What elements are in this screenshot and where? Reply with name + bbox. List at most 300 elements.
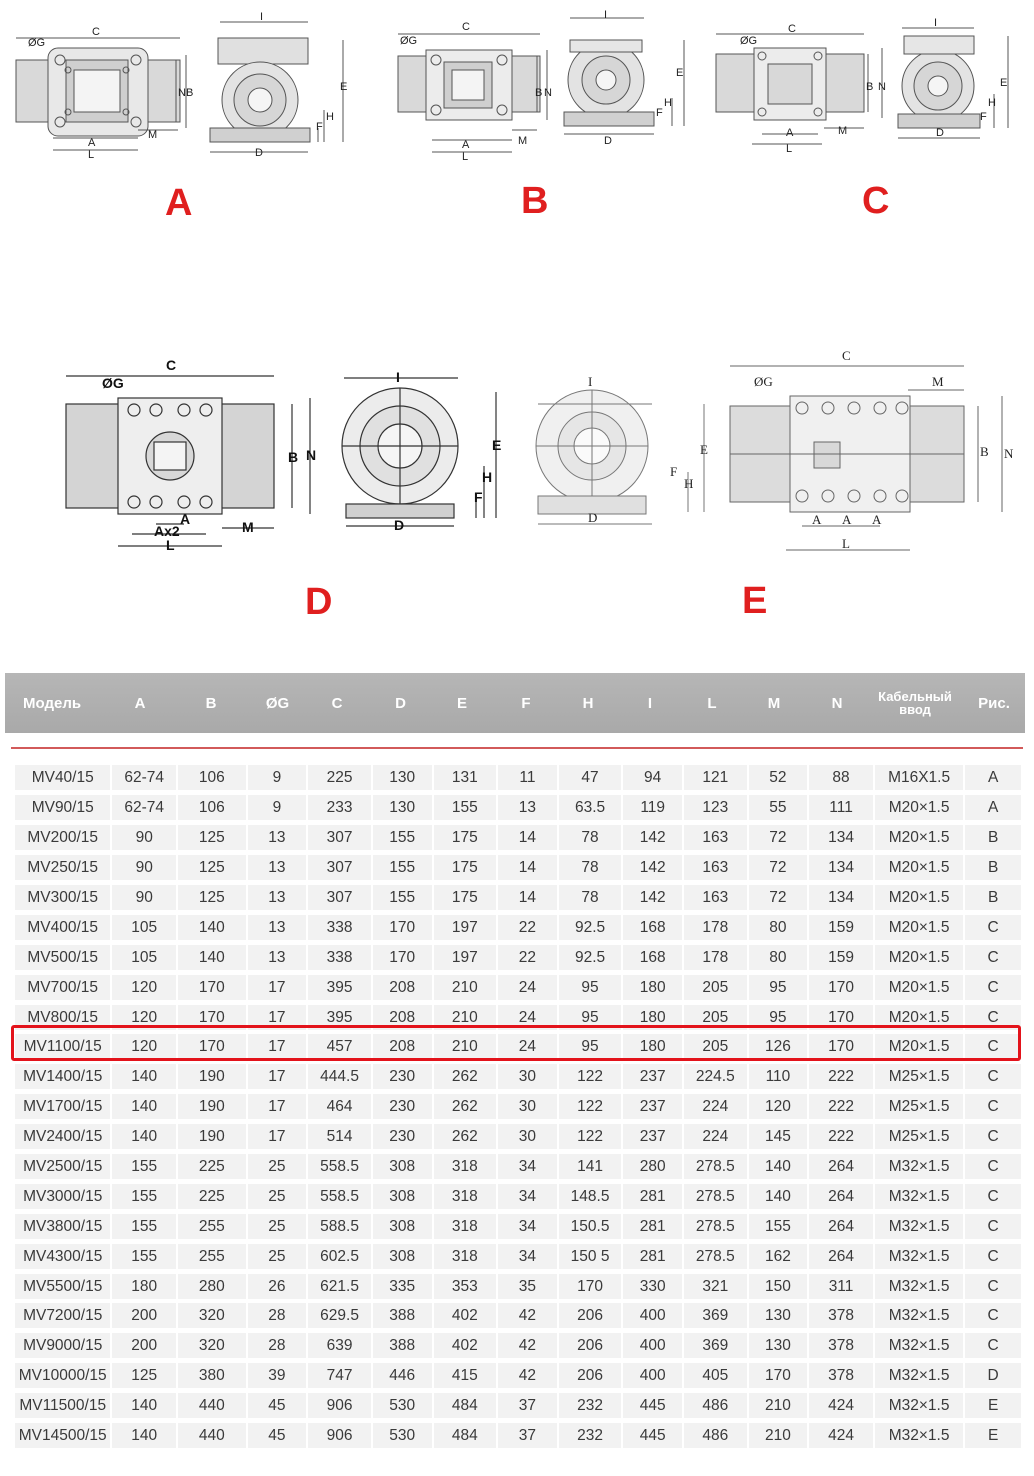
table-cell: 225: [178, 1154, 246, 1179]
table-cell: 233: [308, 795, 371, 820]
table-cell: M32×1.5: [875, 1333, 963, 1358]
table-cell: M32×1.5: [875, 1244, 963, 1269]
table-cell: 230: [373, 1094, 432, 1119]
table-cell: 155: [749, 1214, 808, 1239]
dim-b-label: B: [866, 81, 874, 93]
table-cell: 134: [809, 885, 873, 910]
table-cell: 278.5: [684, 1184, 747, 1209]
table-cell: 402: [434, 1333, 497, 1358]
table-cell: 380: [178, 1363, 246, 1388]
table-cell: 13: [248, 945, 307, 970]
table-cell: 95: [749, 975, 808, 1000]
table-cell: 140: [112, 1393, 176, 1418]
table-cell: 163: [684, 885, 747, 910]
table-cell: 159: [809, 915, 873, 940]
header-d: D: [395, 694, 406, 712]
table-cell: M32×1.5: [875, 1214, 963, 1239]
figure-d-front-view-2: [528, 372, 718, 532]
table-cell: 486: [684, 1423, 747, 1448]
table-cell: 28: [248, 1333, 307, 1358]
table-cell: 262: [434, 1124, 497, 1149]
table-cell: 206: [559, 1363, 622, 1388]
table-cell: 90: [112, 855, 176, 880]
table-cell: 210: [434, 975, 497, 1000]
table-cell: E: [965, 1423, 1021, 1448]
table-cell: M16X1.5: [875, 765, 963, 790]
table-cell: M32×1.5: [875, 1363, 963, 1388]
table-cell: 530: [373, 1393, 432, 1418]
table-cell: 445: [623, 1423, 682, 1448]
table-cell: MV300/15: [15, 885, 110, 910]
table-cell: 222: [809, 1124, 873, 1149]
table-cell: 28: [248, 1303, 307, 1328]
table-cell: 210: [749, 1423, 808, 1448]
table-cell: 278.5: [684, 1244, 747, 1269]
figure-a-label: A: [165, 182, 193, 224]
table-cell: 95: [749, 1005, 808, 1030]
table-cell: 224.5: [684, 1064, 747, 1089]
table-cell: 72: [749, 855, 808, 880]
table-cell: C: [965, 1274, 1021, 1299]
table-cell: 37: [498, 1423, 557, 1448]
table-cell: 25: [248, 1214, 307, 1239]
table-cell: 13: [248, 855, 307, 880]
table-cell: 444.5: [308, 1064, 371, 1089]
table-cell: 278.5: [684, 1214, 747, 1239]
dim-i-label: I: [260, 11, 264, 23]
table-cell: 62-74: [112, 765, 176, 790]
table-cell: 122: [559, 1124, 622, 1149]
dim-ax2-label: Ax2: [154, 523, 180, 539]
table-cell: D: [965, 1363, 1021, 1388]
table-cell: C: [965, 1124, 1021, 1149]
table-cell: 95: [559, 1005, 622, 1030]
dim-l-label: L: [842, 536, 850, 551]
table-cell: 378: [809, 1303, 873, 1328]
table-cell: 9: [248, 765, 307, 790]
table-cell: 131: [434, 765, 497, 790]
table-row: [15, 823, 1023, 853]
table-cell: 155: [373, 855, 432, 880]
table-cell: 170: [749, 1363, 808, 1388]
table-cell: MV3000/15: [15, 1184, 110, 1209]
table-cell: M20×1.5: [875, 885, 963, 910]
table-cell: 232: [559, 1423, 622, 1448]
table-cell: 120: [112, 1034, 176, 1059]
table-row: [15, 1062, 1023, 1092]
table-row: [15, 1301, 1023, 1331]
table-cell: 155: [112, 1244, 176, 1269]
table-cell: 47: [559, 765, 622, 790]
header-model: Модель: [23, 694, 82, 712]
table-cell: MV5500/15: [15, 1274, 110, 1299]
table-cell: MV1100/15: [15, 1034, 110, 1059]
table-cell: 206: [559, 1333, 622, 1358]
header-a: A: [134, 694, 146, 712]
table-cell: 35: [498, 1274, 557, 1299]
dim-h-label: H: [988, 97, 996, 109]
table-cell: 170: [373, 915, 432, 940]
dim-h-label: H: [684, 476, 694, 491]
dim-n-label: N: [306, 447, 317, 463]
table-cell: 388: [373, 1303, 432, 1328]
table-cell: 280: [178, 1274, 246, 1299]
table-cell: 307: [308, 885, 371, 910]
table-cell: 205: [684, 975, 747, 1000]
table-cell: 55: [749, 795, 808, 820]
header-e: E: [456, 694, 467, 712]
table-cell: 205: [684, 1034, 747, 1059]
table-cell: 155: [434, 795, 497, 820]
table-cell: MV11500/15: [15, 1393, 110, 1418]
table-cell: M32×1.5: [875, 1423, 963, 1448]
table-cell: M25×1.5: [875, 1094, 963, 1119]
dim-i-label: I: [396, 369, 400, 385]
table-cell: 122: [559, 1094, 622, 1119]
header-c: C: [331, 694, 343, 712]
table-cell: 180: [623, 975, 682, 1000]
table-cell: 395: [308, 975, 371, 1000]
figure-b-drawing: [392, 10, 692, 160]
table-cell: 264: [809, 1184, 873, 1209]
table-cell: 280: [623, 1154, 682, 1179]
table-cell: M32×1.5: [875, 1303, 963, 1328]
dim-b-label: B: [186, 87, 194, 99]
table-row: [15, 1002, 1023, 1032]
table-cell: MV40/15: [15, 765, 110, 790]
motor-type-c-svg: [712, 14, 1024, 154]
table-cell: 308: [373, 1244, 432, 1269]
table-cell: 230: [373, 1064, 432, 1089]
table-cell: 13: [498, 795, 557, 820]
table-cell: 90: [112, 885, 176, 910]
table-cell: C: [965, 945, 1021, 970]
table-cell: 190: [178, 1124, 246, 1149]
table-cell: B: [965, 825, 1021, 850]
dim-h-label: H: [664, 97, 672, 109]
table-cell: 140: [112, 1124, 176, 1149]
table-cell: 88: [809, 765, 873, 790]
table-row: [15, 912, 1023, 942]
table-cell: 308: [373, 1184, 432, 1209]
table-cell: 210: [434, 1005, 497, 1030]
dim-c-label: C: [842, 348, 851, 363]
table-cell: 126: [749, 1034, 808, 1059]
dim-a-label: A: [786, 127, 794, 139]
figure-a-drawing: [8, 10, 353, 160]
table-cell: 125: [178, 825, 246, 850]
table-cell: 400: [623, 1363, 682, 1388]
table-row: [15, 1331, 1023, 1361]
dim-m-label: M: [242, 519, 254, 535]
dim-a-label: A: [88, 137, 96, 149]
table-cell: 142: [623, 825, 682, 850]
table-cell: 457: [308, 1034, 371, 1059]
table-cell: 150 5: [559, 1244, 622, 1269]
dim-b-label: B: [980, 444, 989, 459]
table-cell: MV250/15: [15, 855, 110, 880]
table-cell: 110: [749, 1064, 808, 1089]
table-cell: 747: [308, 1363, 371, 1388]
table-cell: 225: [308, 765, 371, 790]
table-cell: 318: [434, 1244, 497, 1269]
table-cell: 318: [434, 1184, 497, 1209]
motor-type-d-side-svg: [528, 372, 718, 532]
dim-e-label: E: [676, 67, 684, 79]
table-cell: 405: [684, 1363, 747, 1388]
dim-e-label: E: [1000, 77, 1008, 89]
table-cell: 80: [749, 915, 808, 940]
table-cell: 170: [809, 975, 873, 1000]
table-header: [5, 673, 1025, 733]
table-cell: 13: [248, 885, 307, 910]
table-cell: 170: [373, 945, 432, 970]
header-l: L: [707, 694, 717, 712]
table-cell: 17: [248, 975, 307, 1000]
table-cell: 24: [498, 1034, 557, 1059]
table-cell: MV4300/15: [15, 1244, 110, 1269]
dim-d-label: D: [588, 510, 598, 525]
table-cell: C: [965, 1214, 1021, 1239]
table-cell: 155: [112, 1214, 176, 1239]
table-cell: M20×1.5: [875, 915, 963, 940]
table-cell: 629.5: [308, 1303, 371, 1328]
table-cell: 111: [809, 795, 873, 820]
table-cell: 119: [623, 795, 682, 820]
table-cell: M20×1.5: [875, 945, 963, 970]
table-cell: 17: [248, 1034, 307, 1059]
dim-d-label: D: [255, 147, 263, 159]
table-cell: 17: [248, 1064, 307, 1089]
table-cell: 222: [809, 1064, 873, 1089]
table-cell: 9: [248, 795, 307, 820]
table-cell: 639: [308, 1333, 371, 1358]
table-cell: 148.5: [559, 1184, 622, 1209]
table-cell: 402: [434, 1303, 497, 1328]
table-row: [15, 1152, 1023, 1182]
table-cell: 558.5: [308, 1184, 371, 1209]
table-cell: 338: [308, 945, 371, 970]
table-cell: 78: [559, 825, 622, 850]
table-cell: 180: [623, 1034, 682, 1059]
table-cell: 237: [623, 1094, 682, 1119]
table-cell: 445: [623, 1393, 682, 1418]
table-cell: 369: [684, 1333, 747, 1358]
table-cell: C: [965, 1005, 1021, 1030]
table-cell: 134: [809, 855, 873, 880]
header-g: ØG: [265, 694, 290, 712]
table-cell: 264: [809, 1214, 873, 1239]
figure-e-label: E: [742, 580, 768, 622]
table-cell: 320: [178, 1333, 246, 1358]
header-i: I: [647, 694, 653, 712]
table-cell: 140: [112, 1064, 176, 1089]
header-divider: [11, 747, 1023, 749]
table-cell: 307: [308, 825, 371, 850]
header-f: F: [521, 694, 531, 712]
table-cell: 45: [248, 1393, 307, 1418]
table-cell: 42: [498, 1303, 557, 1328]
table-cell: 142: [623, 855, 682, 880]
table-cell: 225: [178, 1184, 246, 1209]
table-cell: 155: [112, 1184, 176, 1209]
table-cell: 378: [809, 1363, 873, 1388]
table-cell: 484: [434, 1393, 497, 1418]
table-cell: 42: [498, 1363, 557, 1388]
header-cable-entry: Кабельный ввод: [878, 689, 952, 717]
dim-l-label: L: [166, 537, 175, 553]
dim-n-label: N: [878, 81, 886, 93]
table-cell: 25: [248, 1154, 307, 1179]
table-cell: 120: [112, 1005, 176, 1030]
table-cell: 24: [498, 1005, 557, 1030]
dim-i-label: I: [588, 374, 593, 389]
table-cell: 330: [623, 1274, 682, 1299]
table-cell: 281: [623, 1214, 682, 1239]
table-cell: 353: [434, 1274, 497, 1299]
table-cell: 200: [112, 1333, 176, 1358]
figure-c-drawing: [712, 14, 1024, 154]
table-cell: 140: [112, 1423, 176, 1448]
table-cell: 307: [308, 855, 371, 880]
table-cell: 210: [749, 1393, 808, 1418]
table-cell: M20×1.5: [875, 1005, 963, 1030]
dim-f-label: F: [980, 111, 987, 123]
table-cell: 121: [684, 765, 747, 790]
table-cell: 72: [749, 885, 808, 910]
table-cell: M32×1.5: [875, 1154, 963, 1179]
dim-c-label: C: [92, 26, 100, 38]
table-cell: 415: [434, 1363, 497, 1388]
table-row: [15, 763, 1023, 793]
table-cell: 255: [178, 1244, 246, 1269]
dim-d-label: D: [394, 517, 405, 533]
table-cell: 78: [559, 885, 622, 910]
table-cell: 155: [373, 825, 432, 850]
table-cell: 224: [684, 1124, 747, 1149]
table-cell: 278.5: [684, 1154, 747, 1179]
table-cell: 400: [623, 1303, 682, 1328]
figure-c-label: C: [862, 180, 890, 222]
table-cell: A: [965, 765, 1021, 790]
figure-d-label: D: [305, 581, 333, 623]
table-row: [15, 1361, 1023, 1391]
table-cell: 95: [559, 1034, 622, 1059]
table-cell: 159: [809, 945, 873, 970]
table-cell: M25×1.5: [875, 1064, 963, 1089]
table-cell: 395: [308, 1005, 371, 1030]
table-cell: 321: [684, 1274, 747, 1299]
table-cell: 318: [434, 1154, 497, 1179]
table-cell: 178: [684, 915, 747, 940]
table-row: [15, 1181, 1023, 1211]
table-cell: 123: [684, 795, 747, 820]
table-cell: 262: [434, 1064, 497, 1089]
table-cell: 14: [498, 855, 557, 880]
table-cell: 424: [809, 1393, 873, 1418]
table-cell: M20×1.5: [875, 975, 963, 1000]
table-cell: 120: [749, 1094, 808, 1119]
table-cell: 92.5: [559, 915, 622, 940]
table-cell: 530: [373, 1423, 432, 1448]
dim-b-label: B: [288, 449, 299, 465]
table-row: [15, 972, 1023, 1002]
table-cell: MV7200/15: [15, 1303, 110, 1328]
table-cell: 22: [498, 945, 557, 970]
table-cell: 308: [373, 1154, 432, 1179]
table-cell: C: [965, 975, 1021, 1000]
dim-l-label: L: [88, 149, 95, 160]
dim-n-label: N: [1004, 446, 1014, 461]
table-cell: 335: [373, 1274, 432, 1299]
table-cell: 621.5: [308, 1274, 371, 1299]
table-cell: 264: [809, 1154, 873, 1179]
table-cell: MV90/15: [15, 795, 110, 820]
table-row: [15, 1092, 1023, 1122]
table-cell: MV10000/15: [15, 1363, 110, 1388]
table-row: [15, 883, 1023, 913]
table-cell: C: [965, 1333, 1021, 1358]
table-cell: 262: [434, 1094, 497, 1119]
table-cell: 34: [498, 1244, 557, 1269]
table-cell: 486: [684, 1393, 747, 1418]
dim-h-label: H: [482, 469, 493, 485]
dim-a-label-1: A: [812, 512, 822, 527]
table-cell: 30: [498, 1064, 557, 1089]
motor-type-d-svg: [56, 356, 516, 556]
table-cell: 170: [178, 1034, 246, 1059]
table-cell: 125: [178, 885, 246, 910]
table-cell: 190: [178, 1064, 246, 1089]
dim-a-label: A: [180, 511, 191, 527]
dim-m-label: M: [838, 125, 848, 137]
table-cell: 232: [559, 1393, 622, 1418]
table-cell: 178: [684, 945, 747, 970]
spec-table: [5, 673, 1025, 1450]
table-cell: 122: [559, 1064, 622, 1089]
dim-g-label: ØG: [102, 375, 124, 391]
table-cell: 440: [178, 1393, 246, 1418]
table-cell: E: [965, 1393, 1021, 1418]
table-cell: 22: [498, 915, 557, 940]
table-cell: 906: [308, 1423, 371, 1448]
table-cell: 106: [178, 765, 246, 790]
table-cell: 388: [373, 1333, 432, 1358]
table-row: [15, 1032, 1023, 1062]
table-cell: 308: [373, 1214, 432, 1239]
table-cell: 92.5: [559, 945, 622, 970]
dim-c-label: C: [462, 21, 470, 33]
table-cell: 168: [623, 915, 682, 940]
table-row: [15, 853, 1023, 883]
dim-e-label: E: [340, 81, 348, 93]
table-cell: 34: [498, 1154, 557, 1179]
dim-f-label: F: [316, 121, 323, 133]
table-cell: M20×1.5: [875, 795, 963, 820]
header-m: M: [767, 694, 781, 712]
table-cell: 155: [112, 1154, 176, 1179]
table-cell: 170: [809, 1005, 873, 1030]
table-cell: M20×1.5: [875, 855, 963, 880]
table-cell: 105: [112, 945, 176, 970]
table-cell: 222: [809, 1094, 873, 1119]
table-cell: 95: [559, 975, 622, 1000]
table-cell: 105: [112, 915, 176, 940]
dim-d-label: D: [604, 135, 612, 147]
table-cell: C: [965, 1094, 1021, 1119]
table-cell: B: [965, 855, 1021, 880]
table-cell: 190: [178, 1094, 246, 1119]
